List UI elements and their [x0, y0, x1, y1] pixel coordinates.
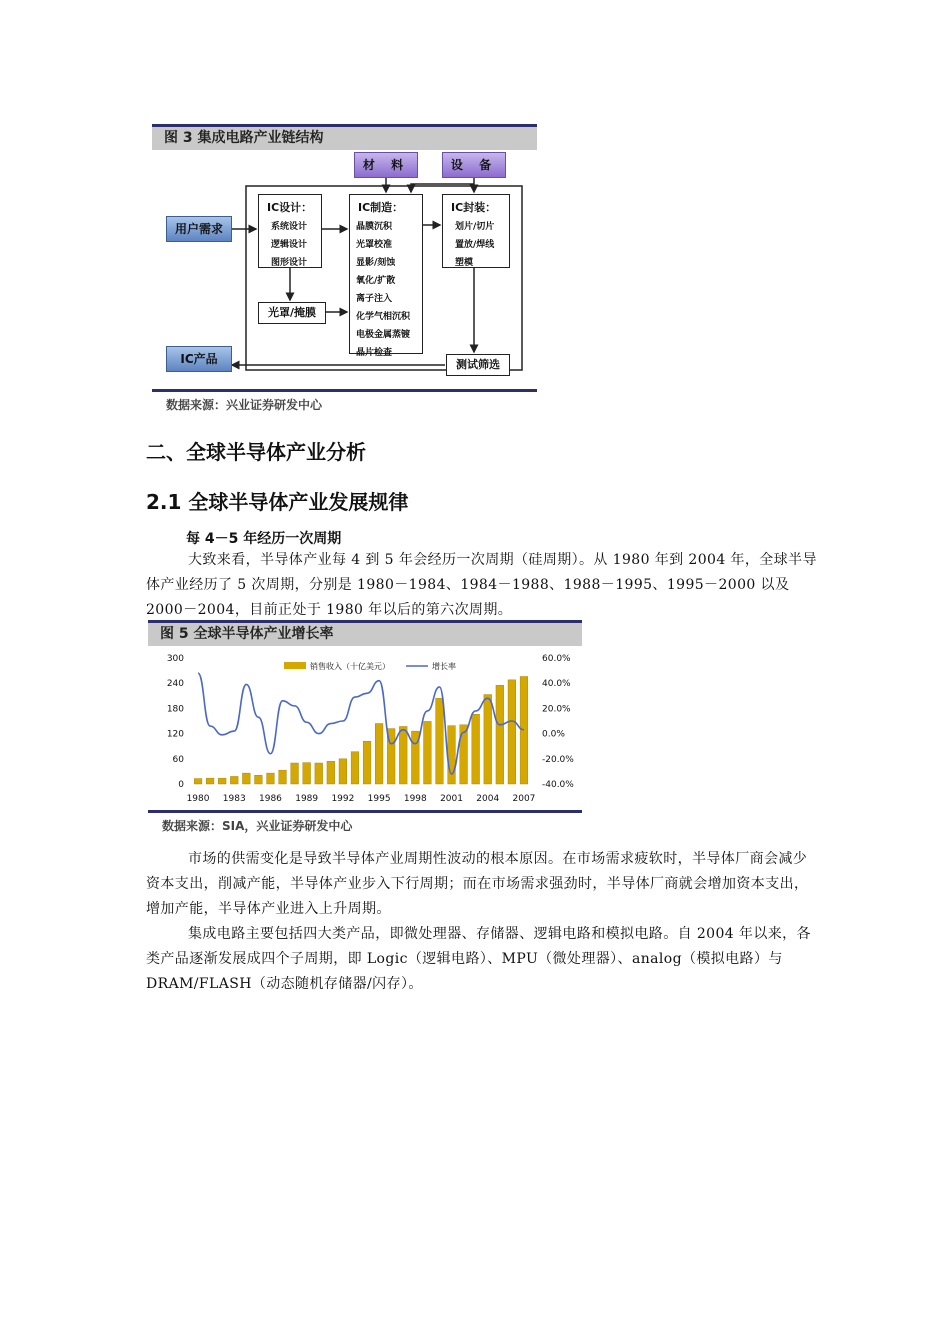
bar-1982 — [218, 778, 226, 784]
bar-1995 — [375, 724, 383, 784]
y-right-tick: 0.0% — [542, 729, 565, 740]
paragraph-3 — [146, 922, 818, 997]
growth-chart — [148, 648, 582, 812]
section-heading: 二、全球半导体产业分析 — [146, 440, 366, 464]
bar-2001 — [448, 726, 456, 784]
ic-manufacturing-item: 晶片检查 — [356, 348, 393, 358]
x-tick-2007: 2007 — [512, 794, 536, 804]
y-right-tick: 20.0% — [542, 704, 571, 715]
bar-2005 — [496, 685, 504, 784]
ic-design-item: 系统设计 — [271, 222, 308, 232]
bar-1981 — [206, 778, 214, 784]
figure3-bottom-rule — [152, 389, 537, 392]
ic-manufacturing-title: IC制造： — [358, 201, 404, 214]
x-tick-1980: 1980 — [186, 794, 210, 804]
figure3-source: 数据来源：兴业证券研发中心 — [166, 398, 323, 412]
paragraph-1-text: 大致来看，半导体产业每 4 到 5 年会经历一次周期（硅周期）。从 1980 年到 2004 年，全球半导体产业经历了 5 次周期，分别是 1980－1984、1984－1988、1988－1995、1995－2000 以及 2000－2004，目前正处于 1980 年以后的第六次周期。 — [146, 552, 817, 618]
x-tick-1986: 1986 — [259, 794, 282, 804]
bar-1997 — [399, 726, 407, 784]
ic-manufacturing-item: 光罩校准 — [356, 240, 393, 250]
bar-1991 — [327, 761, 335, 784]
y-left-tick: 300 — [166, 654, 184, 664]
figure5-bottom-rule — [148, 810, 582, 813]
ic-design-box — [258, 194, 322, 268]
ic-manufacturing-item: 氧化/扩散 — [356, 276, 396, 286]
paragraph-2-text: 市场的供需变化是导致半导体产业周期性波动的根本原因。在市场需求疲软时，半导体厂商会减少资本支出，削减产能，半导体产业步入下行周期；而在市场需求强劲时，半导体厂商就会增加资本支出，增加产能，半导体产业进入上升周期。 — [146, 851, 809, 917]
x-tick-1992: 1992 — [331, 794, 355, 804]
x-tick-1989: 1989 — [295, 794, 319, 804]
legend-label-sales: 销售收入（十亿美元） — [310, 662, 390, 671]
ic-packaging-item: 划片/切片 — [455, 222, 495, 232]
x-tick-1983: 1983 — [222, 794, 246, 804]
ic-packaging-item: 置放/焊线 — [455, 240, 495, 250]
ic-product-box: IC产品 — [166, 346, 232, 372]
bar-1987 — [279, 770, 287, 784]
ic-manufacturing-item: 晶膜沉积 — [356, 222, 393, 232]
x-tick-1995: 1995 — [367, 794, 391, 804]
testing-box: 测试筛选 — [446, 354, 510, 376]
paragraph-1 — [146, 548, 818, 623]
bar-1986 — [267, 773, 275, 784]
bar-1994 — [363, 741, 371, 784]
paragraph-3-text: 集成电路主要包括四大类产品，即微处理器、存储器、逻辑电路和模拟电路。自 2004 年以来，各类产品逐渐发展成四个子周期，即 Logic（逻辑电路）、MPU（微处理器）、analog（模拟电路）与 DRAM/FLASH（动态随机存储器/闪存）。 — [146, 926, 811, 992]
figure3-title: 图 3 集成电路产业链结构 — [152, 124, 537, 150]
bar-1999 — [424, 721, 432, 784]
ic-packaging-title: IC封装： — [451, 201, 497, 214]
bar-1985 — [255, 775, 263, 784]
bar-2006 — [508, 680, 516, 784]
materials-box: 材 料 — [354, 152, 418, 178]
bar-1984 — [242, 773, 250, 784]
bar-1989 — [303, 763, 311, 784]
legend-label-growth: 增长率 — [432, 662, 456, 671]
ic-packaging-box — [442, 194, 510, 268]
ic-manufacturing-item: 离子注入 — [356, 294, 393, 304]
bar-1988 — [291, 763, 299, 784]
y-left-tick: 180 — [166, 704, 184, 715]
ic-manufacturing-box — [349, 194, 423, 358]
user-demand-box: 用户需求 — [166, 216, 232, 242]
ic-design-title: IC设计： — [267, 201, 313, 214]
bar-1980 — [194, 779, 202, 784]
ic-manufacturing-item: 显影/刻蚀 — [356, 258, 396, 268]
ic-design-item: 图形设计 — [271, 258, 308, 268]
bar-2002 — [460, 725, 468, 784]
legend-swatch-sales — [284, 662, 306, 669]
paragraph-2 — [146, 847, 818, 922]
y-right-tick: 40.0% — [542, 679, 571, 690]
ic-packaging-item: 塑模 — [455, 258, 474, 268]
ic-manufacturing-item: 电极金属蒸镀 — [356, 330, 411, 340]
equipment-box: 设 备 — [442, 152, 506, 178]
y-left-tick: 240 — [166, 679, 184, 690]
x-tick-2004: 2004 — [476, 794, 500, 804]
subsection-heading: 2.1 全球半导体产业发展规律 — [146, 490, 409, 514]
ic-design-item: 逻辑设计 — [271, 240, 308, 250]
y-right-tick: 60.0% — [542, 654, 571, 664]
bar-2000 — [436, 698, 444, 784]
bar-1992 — [339, 759, 347, 784]
bold-lead: 每 4－5 年经历一次周期 — [186, 531, 342, 547]
bar-2003 — [472, 714, 480, 784]
figure5-source: 数据来源：SIA，兴业证券研发中心 — [162, 819, 353, 833]
x-tick-2001: 2001 — [440, 794, 463, 804]
bar-1993 — [351, 752, 359, 784]
mask-box: 光罩/掩膜 — [258, 302, 326, 324]
x-tick-1998: 1998 — [403, 794, 427, 804]
y-right-tick: -40.0% — [542, 780, 574, 790]
bar-1990 — [315, 763, 323, 784]
y-left-tick: 120 — [166, 729, 184, 740]
figure5-title: 图 5 全球半导体产业增长率 — [148, 620, 582, 646]
bar-2004 — [484, 695, 492, 784]
y-right-tick: -20.0% — [542, 754, 574, 765]
y-left-tick: 0 — [178, 780, 184, 790]
y-left-tick: 60 — [172, 754, 184, 765]
bar-1983 — [230, 776, 238, 784]
ic-manufacturing-item: 化学气相沉积 — [356, 312, 411, 322]
